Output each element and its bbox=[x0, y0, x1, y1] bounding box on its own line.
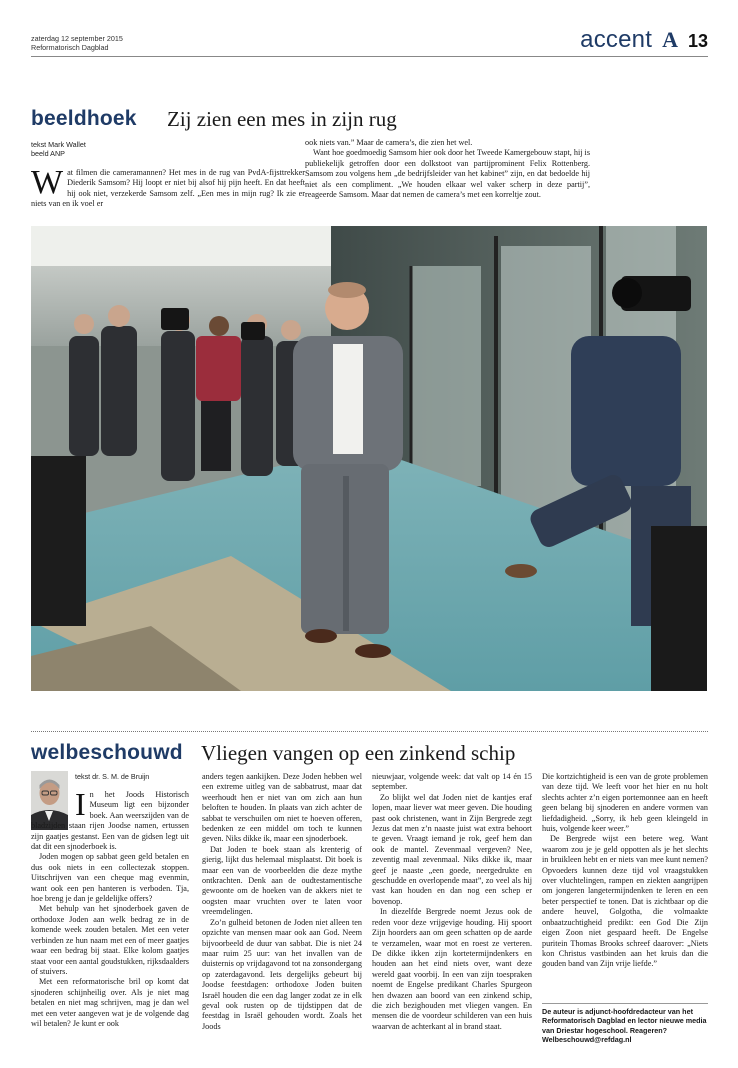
article2-paragraph: Zo blijkt wel dat Joden niet de kantjes eraf lopen, maar liever wat meer geven. Die houding past ook christenen, want in Zijn Bergrede zegt Jezus dat men z’n naaste juist wat extra behoort te geven. Vraagt iemand je rok, geef hem dan ook de mantel. Zevenmaal vergeven? Nee, zeventig maal zevenmaal. Niks dikke ik, maar geef je naaste „een goede, neergedrukte en geschudde en overlopende maat”, zo veel als hij vast kan houden en dan nog een schep er bovenop. bbox=[372, 792, 532, 906]
masthead-info bbox=[31, 34, 123, 52]
article1-paragraph: ook niets van.” Maar de camera’s, die zien het wel. bbox=[305, 138, 473, 147]
article2-dropcap: I bbox=[75, 786, 86, 822]
newspaper-name: Reformatorisch Dagblad bbox=[31, 43, 109, 52]
article2-paragraph: anders tegen aankijken. Deze Joden hebben wel een extreme uitleg van de sabbatrust, maar dat weerhoudt hen er niet van om zich aan hun beloften te houden. In plaats van zich achter de sabbat te verschuilen om niet te hoeven offeren, bedenken ze een middel om toch te kunnen geven. Niks dikke ik, maar een sjnoderboek. bbox=[202, 772, 362, 844]
article2-paragraph: Joden mogen op sabbat geen geld betalen en dus ook niets in een collectezak stoppen. Uitschrijven van een cheque mag evenmin, want ook een pen hanteren is verboden. Tja, hoe breng je dan je geldelijke offers? bbox=[31, 852, 189, 904]
article2-author: tekst dr. S. M. de Bruijn bbox=[75, 772, 150, 781]
article2-paragraph: Met een reformatorische bril op komt dat sjnoderen schijnheilig over. Als je niet mag betalen en niet mag schrijven, mag je dan wel met een veter aangeven wat je de volgende dag wil betalen? Je kunt er ook bbox=[31, 977, 189, 1028]
article2-lead-text: n het Joods Historisch Museum ligt een bijzonder boek. Aan weerszijden van de bladzijden staan rijen Joodse namen, ertussen zijn gaatjes gestanst. Een van de gidsen legt uit dat dit een sjnoderboek is. bbox=[31, 790, 189, 852]
article1-photo-credit: beeld ANP bbox=[31, 149, 65, 159]
article2-headline: Vliegen vangen op een zinkend schip bbox=[201, 741, 516, 765]
article2-lead-paragraph bbox=[31, 786, 189, 852]
section-logo: A bbox=[662, 27, 678, 52]
article-separator bbox=[31, 731, 708, 732]
article1-headline: Zij zien een mes in zijn rug bbox=[167, 107, 397, 131]
article2-column-1 bbox=[31, 786, 189, 1029]
article1-dropcap: W bbox=[31, 164, 64, 201]
article2-rubric: welbeschouwd bbox=[31, 741, 183, 764]
header-divider bbox=[31, 56, 708, 57]
article1-paragraph: Want hoe goedmoedig Samsom hier ook door het Tweede Kamergebouw stapt, hij is publiekelijk getroffen door een dolkstoot van partijprominent Felix Rottenberg. Samsom zou volgens hem „de bedrijfsleider van het kabinet” zijn, en dat bedoelde hij niet als een compliment. „We houden elkaar wel vaker scherp in deze partij”, reageerde Samsom. Maar dat nemen de camera’s met een korreltje zout. bbox=[305, 148, 591, 200]
author-note: De auteur is adjunct-hoofdredacteur van het Reformatorisch Dagblad en lector nieuwe media van Driestar hogeschool. Reageren? Welbeschouwd@refdag.nl bbox=[542, 1003, 708, 1045]
article2-paragraph: De Bergrede wijst een betere weg. Want waarom zou je je geld oppotten als je het slechts in bruikleen hebt en er niets van mee kunt nemen? Opvoeders kunnen deze tijd vol vraagstukken over vluchtelingen, rampen en ziekten aangrijpen om jongeren langetermijndenken te leren en een beter perspectief te tonen. Dat is zichtbaar op die andere heuvel, Golgotha, die volmaakte onbaatzuchtigheid predikt: een God Die Zijn eigen Zoon niet gespaard heeft. De Engelse puritein Thomas Brooks schreef daarover: „Niets kon Christus vastbinden aan het kruis dan die gouden band van Zijn vrije liefde.” bbox=[542, 834, 708, 969]
article1-lead-text: at filmen die cameramannen? Het mes in de rug van PvdA-fijsttrekker Diederik Samsom? Hij loopt er niet bij alsof hij pijn heeft. En dat heeft hij ook niet, verzekerde Samsom zelf. „Een mes in mijn rug? Ik zie er niets van en ik voel er bbox=[31, 168, 305, 209]
article2-column-3 bbox=[372, 772, 532, 1032]
news-photo bbox=[31, 226, 707, 691]
article1-lead-paragraph bbox=[31, 164, 305, 210]
article2-paragraph: Dat Joden te boek staan als krenterig of gierig, lijkt dus helemaal misplaatst. Dit boek is maar een van de voorbeelden die deze mythe ontkrachten. Denk aan de oudtestamentische gewoonte om de hoeken van de akkers niet te oogsten maar vruchten over te laten voor vreemdelingen. bbox=[202, 844, 362, 917]
article2-paragraph: Met behulp van het sjnoderboek gaven de orthodoxe Joden aan welk bedrag ze in de komende week zouden betalen. Met een veter verbinden ze hun naam met een of meer gaatjes waar een bedrag bij staat. Elke kolom gaatjes staat voor een aantal goudstukken, rijksdaalders of stuivers. bbox=[31, 904, 189, 976]
article1-column-2 bbox=[305, 138, 590, 200]
section-header bbox=[580, 26, 708, 54]
article1-rubric: beeldhoek bbox=[31, 107, 137, 130]
page-number: 13 bbox=[687, 31, 708, 51]
article2-paragraph: In diezelfde Bergrede noemt Jezus ook de reden voor deze vrijgevige houding. Hij spoort Zijn hoorders aan om geen schatten op de aarde te verzamelen, waar mot en roest ze verteren. De dikke ikken zijn kortetermijndenkers en houden aan het eind niets over, want deze wereld gaat voorbij. In een van zijn toespraken noemt de Engelse predikant Charles Spurgeon hen dwazen aan boord van een zinkend schip, die zich bezighouden met vliegen vangen. En mensen die de voordeur schilderen van een huis waarvan de achterkant al in brand staat. bbox=[372, 907, 532, 1031]
article1-credits bbox=[31, 140, 86, 159]
section-name: accent bbox=[580, 26, 653, 53]
article2-column-4 bbox=[542, 772, 708, 970]
article2-paragraph: nieuwjaar, volgende week: dat valt op 14 én 15 september. bbox=[372, 772, 532, 792]
article2-column-2 bbox=[202, 772, 362, 1032]
article2-paragraph: Zo’n gulheid betonen de Joden niet alleen ten opzichte van mensen maar ook aan God. Neem bijvoorbeeld de duur van sabbat. Die is niet 24 maar ruim 25 uur: van het invallen van de duisternis op vrijdagavond tot na zonsondergang op zaterdagavond. Iets dergelijks gebeurt bij Joodse feestdagen: orthodoxe Joden buiten Israël houden die een dag langer zodat ze in elk geval ook rusten op de tijdstippen dat de feestdag in Israël gehouden wordt. Zoals het Joods bbox=[202, 917, 362, 1031]
issue-date: zaterdag 12 september 2015 bbox=[31, 34, 123, 43]
article1-column-1 bbox=[31, 164, 305, 210]
article2-paragraph: Die kortzichtigheid is een van de grote problemen van deze tijd. We leeft voor het hier en nu holt slechts achter z’n eigen portemonnee aan en heeft geen belang bij sjnoderen en andere vormen van liefdadigheid. „Sorry, ik heb geen kleingeld in huis, volgende keer weer.” bbox=[542, 772, 708, 834]
article1-author: tekst Mark Wallet bbox=[31, 140, 86, 149]
